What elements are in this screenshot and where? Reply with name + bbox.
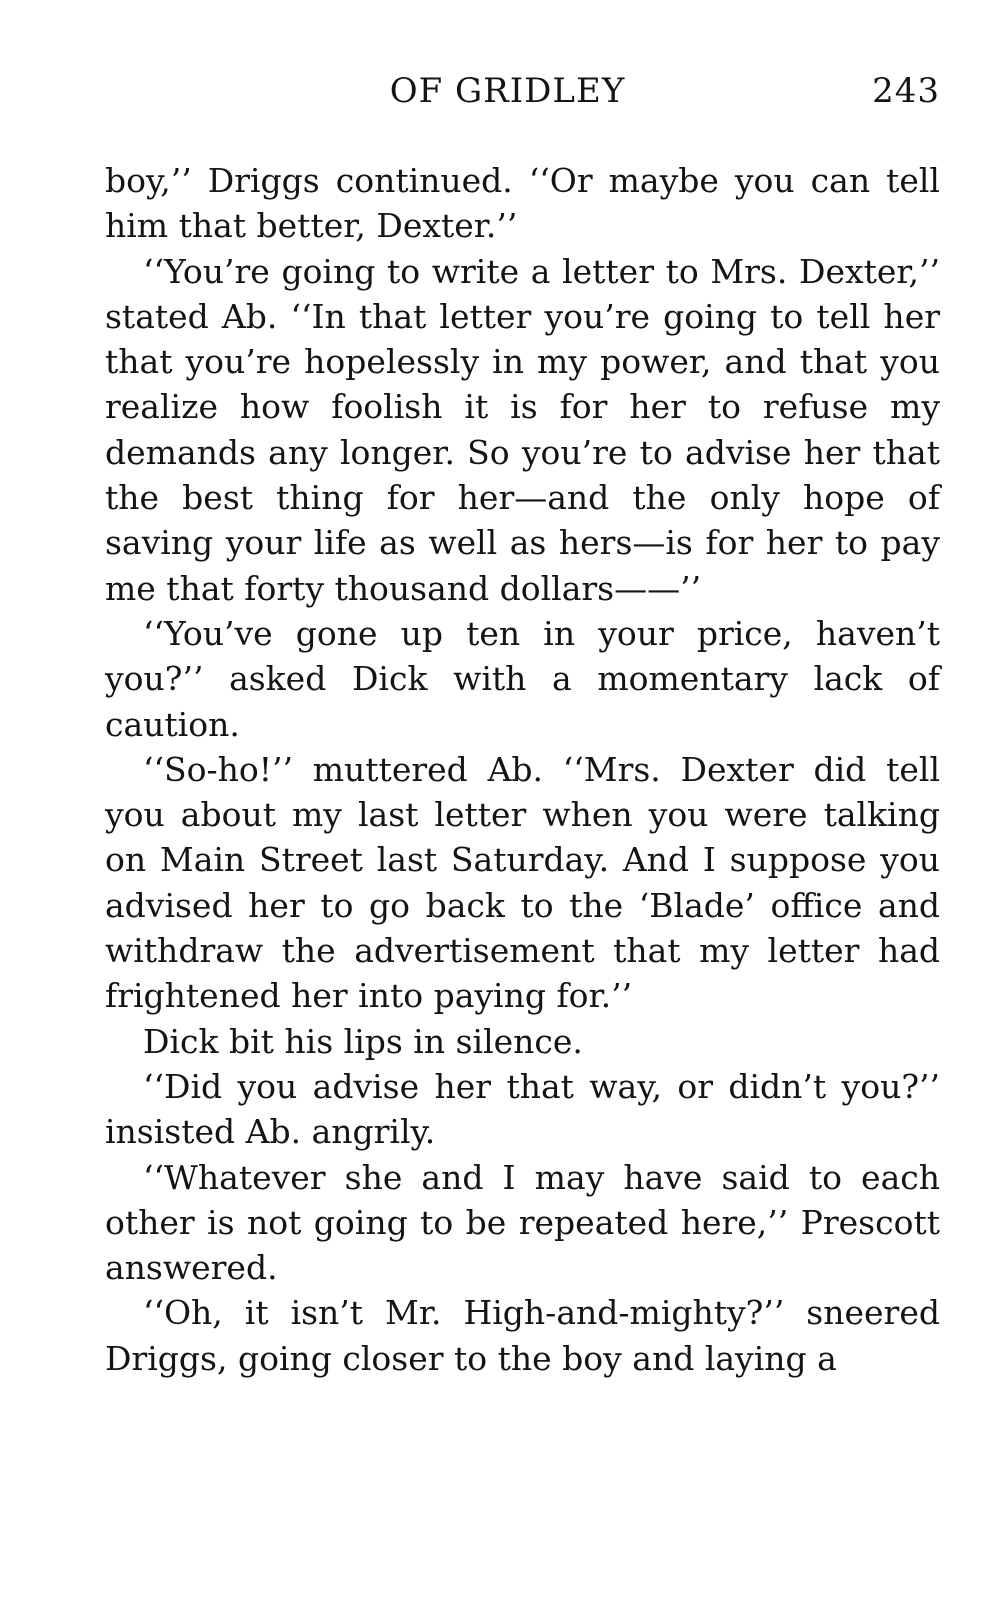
body-text: [105, 158, 940, 1381]
paragraph: ‘‘Oh, it isn’t Mr. High-and-mighty?’’ sneered Driggs, going closer to the boy and laying a: [105, 1293, 940, 1378]
paragraph: ‘‘You’ve gone up ten in your price, haven’t you?’’ asked Dick with a momentary lack of caution.: [105, 613, 940, 744]
paragraph: ‘‘So-ho!’’ muttered Ab. ‘‘Mrs. Dexter did tell you about my last letter when you were talking on Main Street last Saturday. And I suppose you advised her to go back to the ‘Blade’ office and withdraw the advertisement that my letter had frightened her into paying for.’’: [105, 749, 940, 1016]
running-head: [105, 66, 940, 116]
paragraph: boy,’’ Driggs continued. ‘‘Or maybe you can tell him that better, Dexter.’’: [105, 161, 940, 246]
paragraph: ‘‘Did you advise her that way, or didn’t you?’’ insisted Ab. angrily.: [105, 1066, 940, 1152]
paragraph: Dick bit his lips in silence.: [143, 1021, 583, 1061]
page-number: 243: [872, 71, 940, 111]
running-title: OF GRIDLEY: [389, 71, 626, 111]
paragraph: ‘‘You’re going to write a letter to Mrs. Dexter,’’ stated Ab. ‘‘In that letter you’re going to tell her that you’re hopelessly in my power, and that you realize how foolish it is for her to refuse my demands any longer. So you’re to advise her that the best thing for her—and the only hope of saving your life as well as hers—is for her to pay me that forty thousand dollars——’’: [105, 251, 940, 608]
paragraph: ‘‘Whatever she and I may have said to each other is not going to be repeated here,’’ Prescott answered.: [105, 1157, 940, 1288]
